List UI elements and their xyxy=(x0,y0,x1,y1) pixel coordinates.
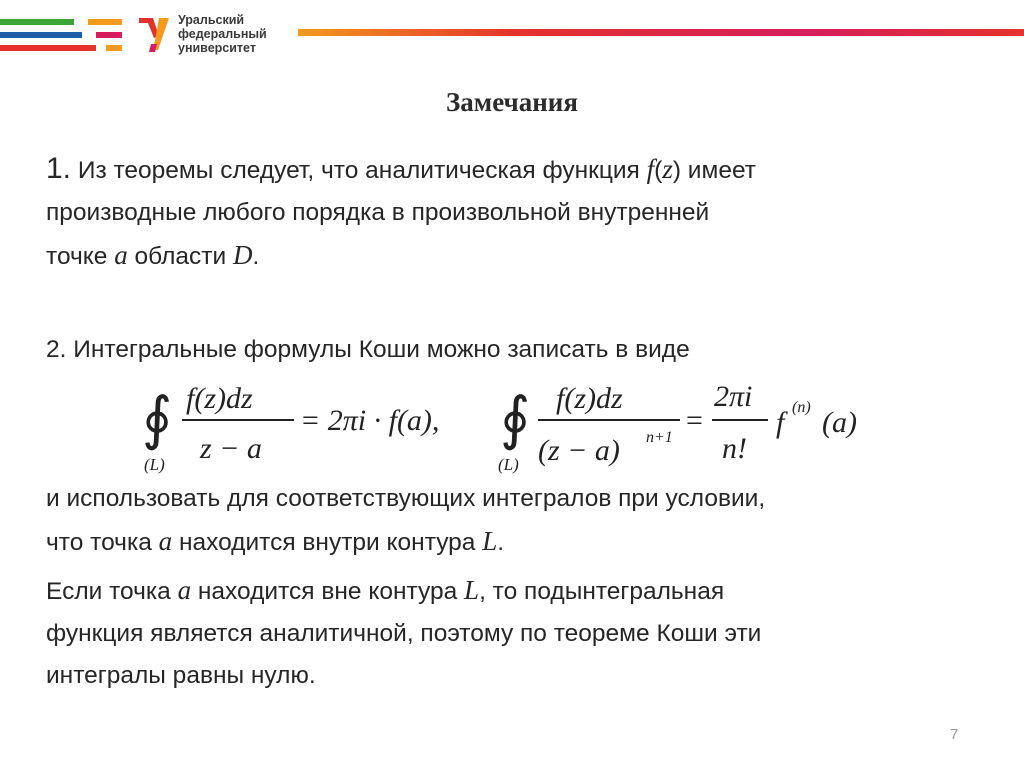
var-L: L xyxy=(464,575,480,605)
logo-line-3: университет xyxy=(178,41,256,55)
remark-1 xyxy=(46,148,986,278)
numerator-2: f(z)dz xyxy=(556,382,623,415)
denominator-2: (z − a) xyxy=(538,434,620,467)
equals-2: = xyxy=(686,404,703,437)
remark-3-b: находится вне контура xyxy=(191,578,465,605)
var-z: z xyxy=(662,154,673,184)
remark-2-cont-b: находится внутри контура xyxy=(172,529,483,556)
logo-line-1: Уральский xyxy=(178,13,245,27)
var-L: L xyxy=(482,526,498,556)
contour-integral-sign-2: ∮ xyxy=(500,386,531,451)
logo-line-2: федеральный xyxy=(178,27,267,41)
denominator-1: z − a xyxy=(200,432,262,465)
var-a: a xyxy=(114,240,128,270)
paren-open: ( xyxy=(654,157,663,184)
remark-1-text-b: имеет xyxy=(681,157,756,184)
remark-3-line-3: интегралы равны нулю. xyxy=(46,662,316,689)
denominator-2-exponent: n+1 xyxy=(646,429,673,446)
slide-title: Замечания xyxy=(446,87,578,117)
var-a: a xyxy=(158,526,173,556)
contour-integral-sign-1: ∮ xyxy=(142,386,173,451)
stripe-right xyxy=(298,29,1024,36)
remark-3-line-1 xyxy=(46,569,986,613)
remark-1-line-3 xyxy=(46,234,986,278)
remark-1-number: 1. xyxy=(46,152,72,185)
remark-2-cont-line-1: и использовать для соответствующих интегралов при условии, xyxy=(46,485,766,512)
contour-label-1: (L) xyxy=(144,455,165,474)
remark-2-cont-a: что точка xyxy=(46,529,159,556)
stripe-orange-2 xyxy=(106,45,122,51)
paren-close: ) xyxy=(672,157,681,184)
remark-2-intro-line: 2. Интегральные формулы Коши можно записать в виде xyxy=(46,336,690,363)
remark-2-cont-end: . xyxy=(497,529,505,556)
cauchy-integral-formulas xyxy=(138,376,898,480)
var-a: a xyxy=(177,575,192,605)
remark-1-line-2: производные любого порядка в произвольной внутренней xyxy=(46,199,710,226)
stripe-green xyxy=(0,19,74,25)
rhs-1: = 2πi · f(a), xyxy=(300,404,440,437)
remark-1-line-3-end: . xyxy=(252,243,260,270)
remark-2-cont-line-2 xyxy=(46,520,986,564)
stripe-red xyxy=(0,45,96,51)
fraction-2-numerator: 2πi xyxy=(714,380,753,413)
remark-3-c: , то подынтегральная xyxy=(479,578,725,605)
remark-1-text-a: Из теоремы следует, что аналитическая функция xyxy=(71,157,647,184)
remark-1-line-1 xyxy=(46,148,986,192)
derivative-argument: (a) xyxy=(822,406,857,439)
university-name xyxy=(178,13,293,55)
university-logo-icon xyxy=(137,14,171,54)
contour-label-2: (L) xyxy=(498,455,519,474)
stripe-blue xyxy=(0,32,82,38)
var-f: f xyxy=(646,154,655,184)
remark-3-a: Если точка xyxy=(46,578,178,605)
stripe-orange xyxy=(88,19,122,25)
page-number: 7 xyxy=(950,726,959,743)
fraction-2-denominator: n! xyxy=(722,432,747,465)
remark-3 xyxy=(46,569,986,697)
derivative-order: (n) xyxy=(792,399,811,416)
derivative-f: f xyxy=(776,406,785,439)
remark-2-continued xyxy=(46,478,986,564)
stripe-magenta xyxy=(96,32,122,38)
numerator-1: f(z)dz xyxy=(186,382,253,415)
var-D: D xyxy=(232,240,253,270)
remark-1-line-3-b: области xyxy=(127,243,233,270)
remark-1-line-3-a: точке xyxy=(46,243,115,270)
remark-2-intro xyxy=(46,329,986,371)
remark-3-line-2: функция является аналитичной, поэтому по теореме Коши эти xyxy=(46,620,762,647)
